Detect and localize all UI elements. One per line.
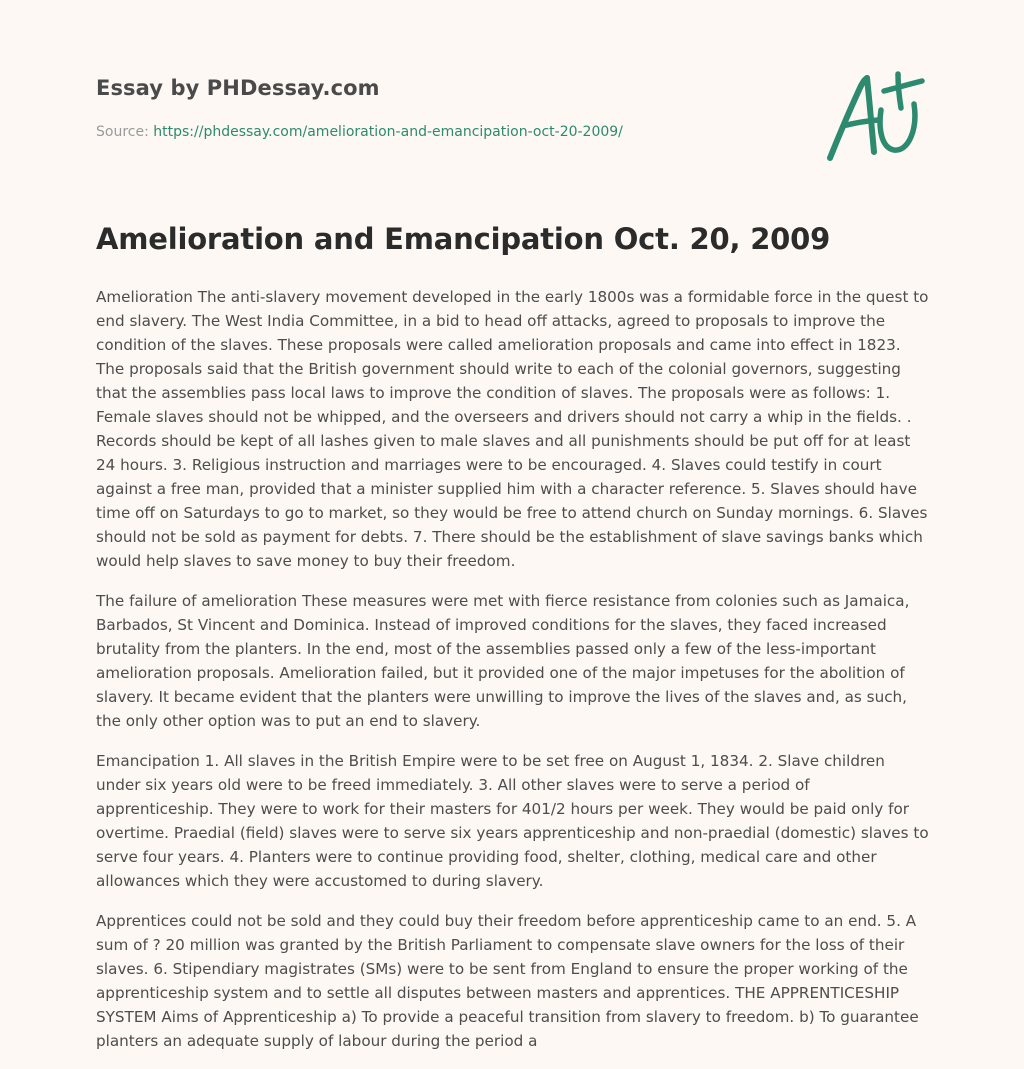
source-label: Source: (96, 124, 154, 140)
a-plus-grade-icon (818, 62, 936, 170)
article-body (96, 285, 932, 1069)
source-link[interactable]: https://phdessay.com/amelioration-and-emancipation-oct-20-2009/ (153, 124, 623, 140)
article-title: Amelioration and Emancipation Oct. 20, 2009 (96, 222, 831, 256)
source-line (96, 124, 623, 140)
article-paragraph: Emancipation 1. All slaves in the British Empire were to be set free on August 1, 1834. 2. Slave children under six years old were to be freed immediately. 3. All other slaves were to serve a period of apprenticeship. They were to work for their masters for 401/2 hours per week. They would be paid only for overtime. Praedial (field) slaves were to serve six years apprenticeship and non-praedial (domestic) slaves to serve four years. 4. Planters were to continue providing food, shelter, clothing, medical care and other allowances which they were accustomed to during slavery. (96, 752, 929, 890)
article-paragraph: Apprentices could not be sold and they could buy their freedom before apprenticeship came to an end. 5. A sum of ? 20 million was granted by the British Parliament to compensate slave owners for the loss of their slaves. 6. Stipendiary magistrates (SMs) were to be sent from England to ensure the proper working of the apprenticeship system and to settle all disputes between masters and apprentices. THE APPRENTICESHIP SYSTEM Aims of Apprenticeship a) To provide a peaceful transition from slavery to freedom. b) To guarantee planters an adequate supply of labour during the period a (96, 912, 919, 1050)
brand-title: Essay by PHDessay.com (96, 76, 380, 100)
article-paragraph: The failure of amelioration These measures were met with fierce resistance from colonies such as Jamaica, Barbados, St Vincent and Dominica. Instead of improved conditions for the slaves, they faced increased brutality from the planters. In the end, most of the assemblies passed only a few of the less-important amelioration proposals. Amelioration failed, but it provided one of the major impetuses for the abolition of slavery. It became evident that the planters were unwilling to improve the lives of the slaves and, as such, the only other option was to put an end to slavery. (96, 592, 910, 730)
article-paragraph: Amelioration The anti-slavery movement developed in the early 1800s was a formidable force in the quest to end slavery. The West India Committee, in a bid to head off attacks, agreed to proposals to improve the condition of the slaves. These proposals were called amelioration proposals and came into effect in 1823. The proposals said that the British government should write to each of the colonial governors, suggesting that the assemblies pass local laws to improve the condition of slaves. The proposals were as follows: 1. Female slaves should not be whipped, and the overseers and drivers should not carry a whip in the fields. . Records should be kept of all lashes given to male slaves and all punishments should be put off for at least 24 hours. 3. Religious instruction and marriages were to be encouraged. 4. Slaves could testify in court against a free man, provided that a minister supplied him with a character reference. 5. Slaves should have time off on Saturdays to go to market, so they would be free to attend church on Sunday mornings. 6. Slaves should not be sold as payment for debts. 7. There should be the establishment of slave savings banks which would help slaves to save money to buy their freedom. (96, 288, 929, 570)
page-header (96, 76, 796, 140)
